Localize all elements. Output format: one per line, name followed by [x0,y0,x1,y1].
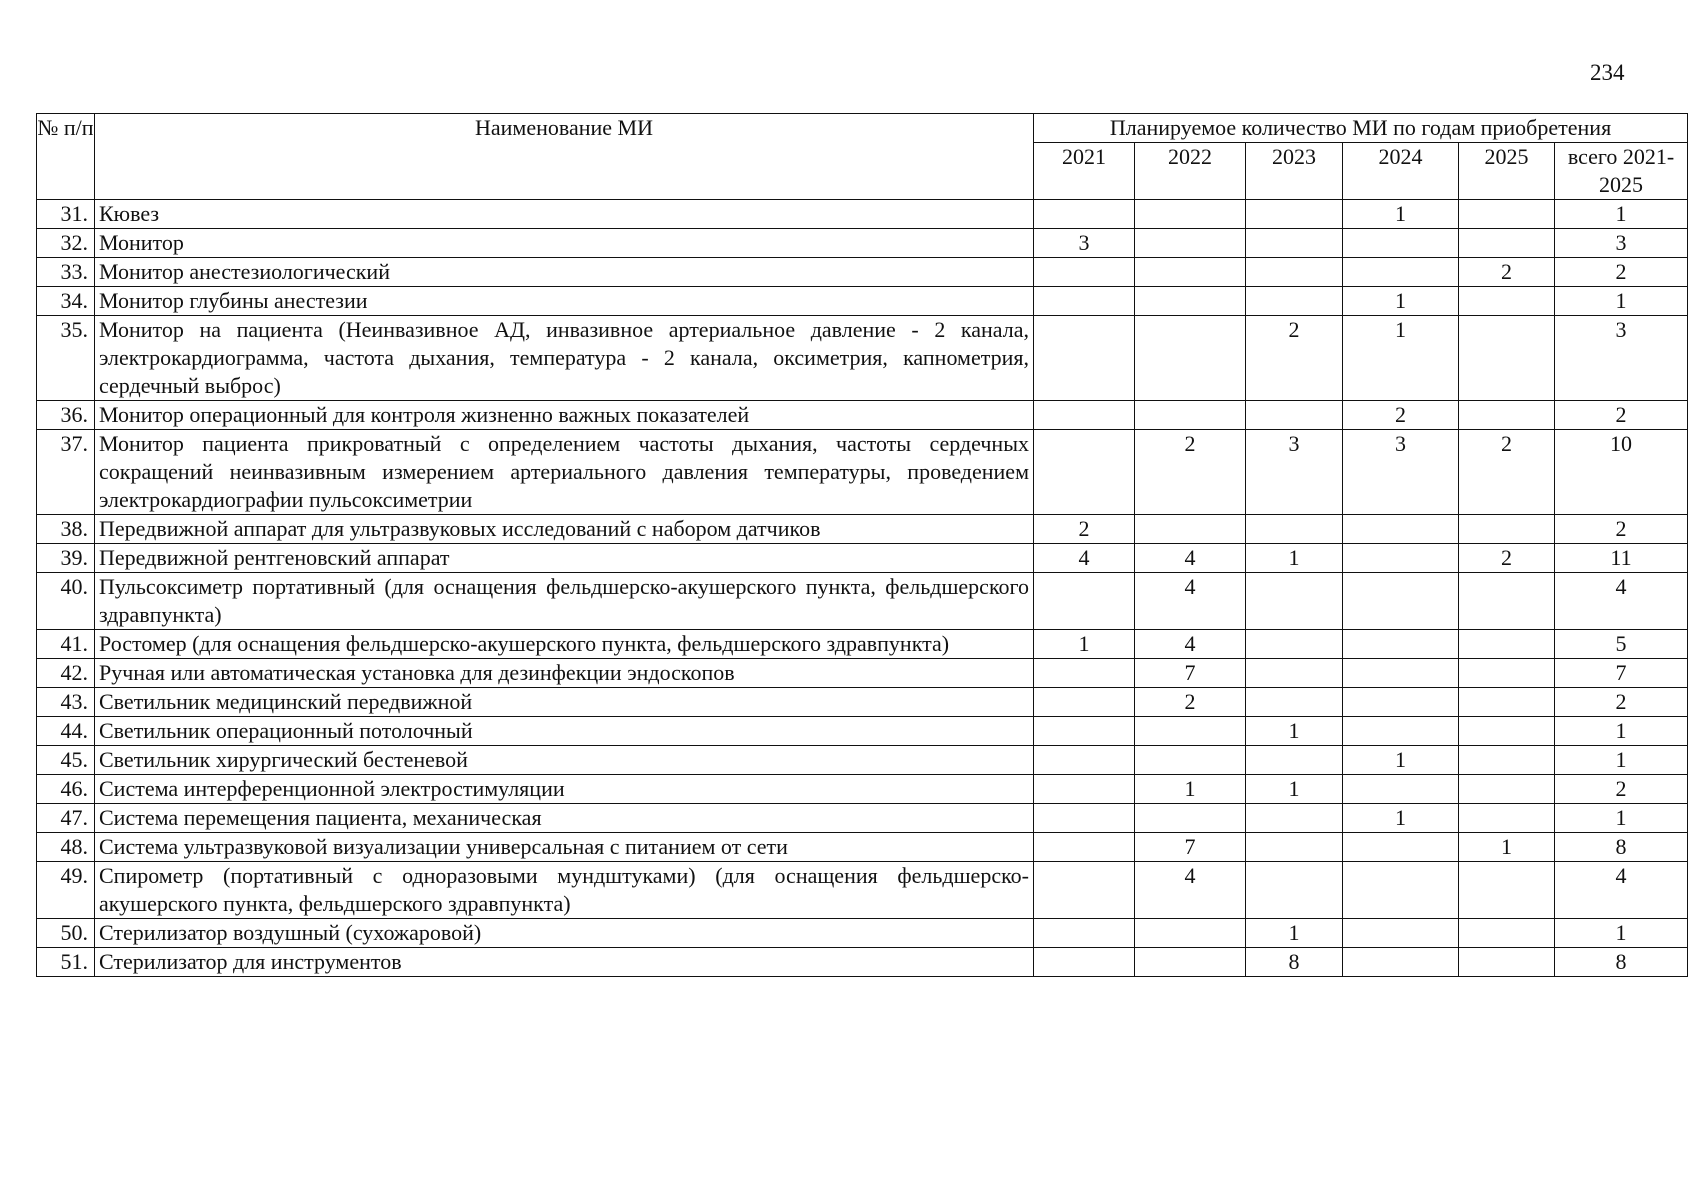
year-cell: 4 [1034,544,1135,573]
row-number: 39. [37,544,95,573]
item-name: Монитор глубины анестезии [95,287,1034,316]
year-cell [1034,258,1135,287]
year-cell [1459,919,1555,948]
total-cell: 1 [1555,804,1688,833]
total-cell: 5 [1555,630,1688,659]
year-cell [1459,746,1555,775]
year-cell [1246,258,1343,287]
row-number: 34. [37,287,95,316]
year-cell [1246,401,1343,430]
year-cell [1034,833,1135,862]
row-number: 46. [37,775,95,804]
year-cell [1034,401,1135,430]
year-cell [1343,229,1459,258]
row-number: 35. [37,316,95,401]
year-cell [1034,804,1135,833]
item-name: Спирометр (портативный с одноразовыми мундштуками) (для оснащения фельдшерско-акушерского пункта, фельдшерского здравпункта) [95,862,1034,919]
header-num: № п/п [37,114,95,200]
item-name: Стерилизатор воздушный (сухожаровой) [95,919,1034,948]
year-cell [1246,630,1343,659]
year-cell: 2 [1459,544,1555,573]
table-row [37,862,1688,919]
year-cell: 1 [1343,804,1459,833]
year-cell: 1 [1034,630,1135,659]
row-number: 44. [37,717,95,746]
year-cell [1135,287,1246,316]
year-cell [1343,544,1459,573]
year-cell: 3 [1034,229,1135,258]
year-cell [1459,229,1555,258]
year-cell: 1 [1343,746,1459,775]
total-cell: 3 [1555,229,1688,258]
row-number: 38. [37,515,95,544]
year-cell [1343,659,1459,688]
year-cell: 2 [1135,688,1246,717]
year-cell: 4 [1135,630,1246,659]
year-cell [1343,630,1459,659]
year-cell: 4 [1135,544,1246,573]
total-cell: 2 [1555,688,1688,717]
table-row [37,659,1688,688]
table-row [37,833,1688,862]
table-row [37,430,1688,515]
row-number: 51. [37,948,95,977]
year-cell [1459,775,1555,804]
table-row [37,746,1688,775]
year-cell: 1 [1246,919,1343,948]
year-cell [1246,659,1343,688]
row-number: 49. [37,862,95,919]
item-name: Пульсоксиметр портативный (для оснащения фельдшерско-акушерского пункта, фельдшерского здравпункта) [95,573,1034,630]
table-row [37,717,1688,746]
year-cell: 2 [1459,258,1555,287]
year-cell: 3 [1343,430,1459,515]
year-cell [1135,948,1246,977]
total-cell: 2 [1555,775,1688,804]
year-cell [1343,258,1459,287]
year-cell [1459,287,1555,316]
header-group: Планируемое количество МИ по годам приобретения [1034,114,1688,143]
item-name: Передвижной аппарат для ультразвуковых исследований с набором датчиков [95,515,1034,544]
year-cell [1246,862,1343,919]
year-cell [1459,515,1555,544]
table-row [37,544,1688,573]
total-cell: 1 [1555,287,1688,316]
year-cell [1343,833,1459,862]
row-number: 33. [37,258,95,287]
year-cell [1135,515,1246,544]
year-cell [1034,775,1135,804]
year-cell [1246,688,1343,717]
year-cell [1135,229,1246,258]
item-name: Светильник операционный потолочный [95,717,1034,746]
item-name: Система интерференционной электростимуляции [95,775,1034,804]
table-row [37,948,1688,977]
equipment-table [36,113,1688,977]
row-number: 36. [37,401,95,430]
header-year: 2024 [1343,143,1459,200]
header-year: 2023 [1246,143,1343,200]
year-cell [1034,717,1135,746]
header-year: 2022 [1135,143,1246,200]
year-cell [1459,717,1555,746]
year-cell [1135,804,1246,833]
item-name: Кювез [95,200,1034,229]
item-name: Светильник хирургический бестеневой [95,746,1034,775]
row-number: 42. [37,659,95,688]
table-row [37,287,1688,316]
table-row [37,316,1688,401]
year-cell [1459,688,1555,717]
year-cell [1034,688,1135,717]
year-cell [1246,804,1343,833]
item-name: Ручная или автоматическая установка для дезинфекции эндоскопов [95,659,1034,688]
row-number: 31. [37,200,95,229]
row-number: 45. [37,746,95,775]
year-cell [1343,862,1459,919]
year-cell [1343,919,1459,948]
year-cell [1034,919,1135,948]
year-cell [1034,316,1135,401]
year-cell: 4 [1135,862,1246,919]
year-cell [1034,746,1135,775]
year-cell [1034,948,1135,977]
row-number: 40. [37,573,95,630]
year-cell [1246,515,1343,544]
year-cell: 2 [1459,430,1555,515]
year-cell [1343,688,1459,717]
year-cell [1135,316,1246,401]
row-number: 43. [37,688,95,717]
total-cell: 4 [1555,573,1688,630]
table-row [37,804,1688,833]
table-row [37,258,1688,287]
total-cell: 1 [1555,200,1688,229]
year-cell: 4 [1135,573,1246,630]
total-cell: 7 [1555,659,1688,688]
total-cell: 2 [1555,258,1688,287]
item-name: Монитор операционный для контроля жизненно важных показателей [95,401,1034,430]
year-cell: 8 [1246,948,1343,977]
item-name: Монитор на пациента (Неинвазивное АД, инвазивное артериальное давление - 2 канала, электрокардиограмма, частота дыхания, температура - 2 канала, оксиметрия, капнометрия, сердечный выброс) [95,316,1034,401]
year-cell: 1 [1343,200,1459,229]
total-cell: 1 [1555,746,1688,775]
year-cell [1246,200,1343,229]
year-cell [1034,862,1135,919]
year-cell [1034,287,1135,316]
table-row [37,515,1688,544]
year-cell: 1 [1343,316,1459,401]
year-cell [1034,430,1135,515]
page-number: 234 [1590,60,1625,85]
total-cell: 2 [1555,401,1688,430]
row-number: 32. [37,229,95,258]
row-number: 50. [37,919,95,948]
year-cell: 7 [1135,833,1246,862]
year-cell [1343,775,1459,804]
year-cell [1246,746,1343,775]
item-name: Стерилизатор для инструментов [95,948,1034,977]
year-cell [1459,630,1555,659]
item-name: Монитор пациента прикроватный с определением частоты дыхания, частоты сердечных сокращений неинвазивным измерением артериального давления температуры, проведением электрокардиографии пульсоксиметрии [95,430,1034,515]
total-cell: 8 [1555,833,1688,862]
year-cell [1459,401,1555,430]
year-cell [1135,401,1246,430]
year-cell [1135,258,1246,287]
year-cell [1459,862,1555,919]
year-cell: 2 [1246,316,1343,401]
table-row [37,200,1688,229]
year-cell [1034,200,1135,229]
year-cell [1135,746,1246,775]
year-cell [1459,804,1555,833]
year-cell [1034,659,1135,688]
total-cell: 1 [1555,919,1688,948]
year-cell [1459,316,1555,401]
table-row [37,688,1688,717]
year-cell [1135,717,1246,746]
table-row [37,919,1688,948]
year-cell [1135,919,1246,948]
year-cell: 7 [1135,659,1246,688]
row-number: 47. [37,804,95,833]
total-cell: 1 [1555,717,1688,746]
header-total: всего 2021-2025 [1555,143,1688,200]
header-name: Наименование МИ [95,114,1034,200]
year-cell [1034,573,1135,630]
year-cell: 1 [1343,287,1459,316]
year-cell [1246,229,1343,258]
total-cell: 8 [1555,948,1688,977]
year-cell [1343,515,1459,544]
table-row [37,775,1688,804]
year-cell [1246,573,1343,630]
year-cell [1135,200,1246,229]
year-cell [1343,573,1459,630]
item-name: Светильник медицинский передвижной [95,688,1034,717]
year-cell [1343,948,1459,977]
item-name: Ростомер (для оснащения фельдшерско-акушерского пункта, фельдшерского здравпункта) [95,630,1034,659]
total-cell: 10 [1555,430,1688,515]
year-cell [1246,833,1343,862]
year-cell [1343,717,1459,746]
year-cell: 1 [1135,775,1246,804]
total-cell: 2 [1555,515,1688,544]
item-name: Система ультразвуковой визуализации универсальная с питанием от сети [95,833,1034,862]
total-cell: 4 [1555,862,1688,919]
year-cell: 3 [1246,430,1343,515]
year-cell: 2 [1135,430,1246,515]
item-name: Система перемещения пациента, механическая [95,804,1034,833]
table-row [37,401,1688,430]
row-number: 37. [37,430,95,515]
year-cell [1459,948,1555,977]
table-row [37,630,1688,659]
year-cell [1459,573,1555,630]
year-cell: 1 [1246,775,1343,804]
year-cell [1459,659,1555,688]
year-cell: 1 [1246,544,1343,573]
year-cell: 2 [1343,401,1459,430]
row-number: 41. [37,630,95,659]
header-year: 2025 [1459,143,1555,200]
item-name: Монитор анестезиологический [95,258,1034,287]
year-cell: 1 [1459,833,1555,862]
item-name: Монитор [95,229,1034,258]
total-cell: 11 [1555,544,1688,573]
total-cell: 3 [1555,316,1688,401]
table-row [37,573,1688,630]
row-number: 48. [37,833,95,862]
table-row [37,229,1688,258]
header-year: 2021 [1034,143,1135,200]
year-cell: 2 [1034,515,1135,544]
year-cell: 1 [1246,717,1343,746]
year-cell [1246,287,1343,316]
year-cell [1459,200,1555,229]
item-name: Передвижной рентгеновский аппарат [95,544,1034,573]
